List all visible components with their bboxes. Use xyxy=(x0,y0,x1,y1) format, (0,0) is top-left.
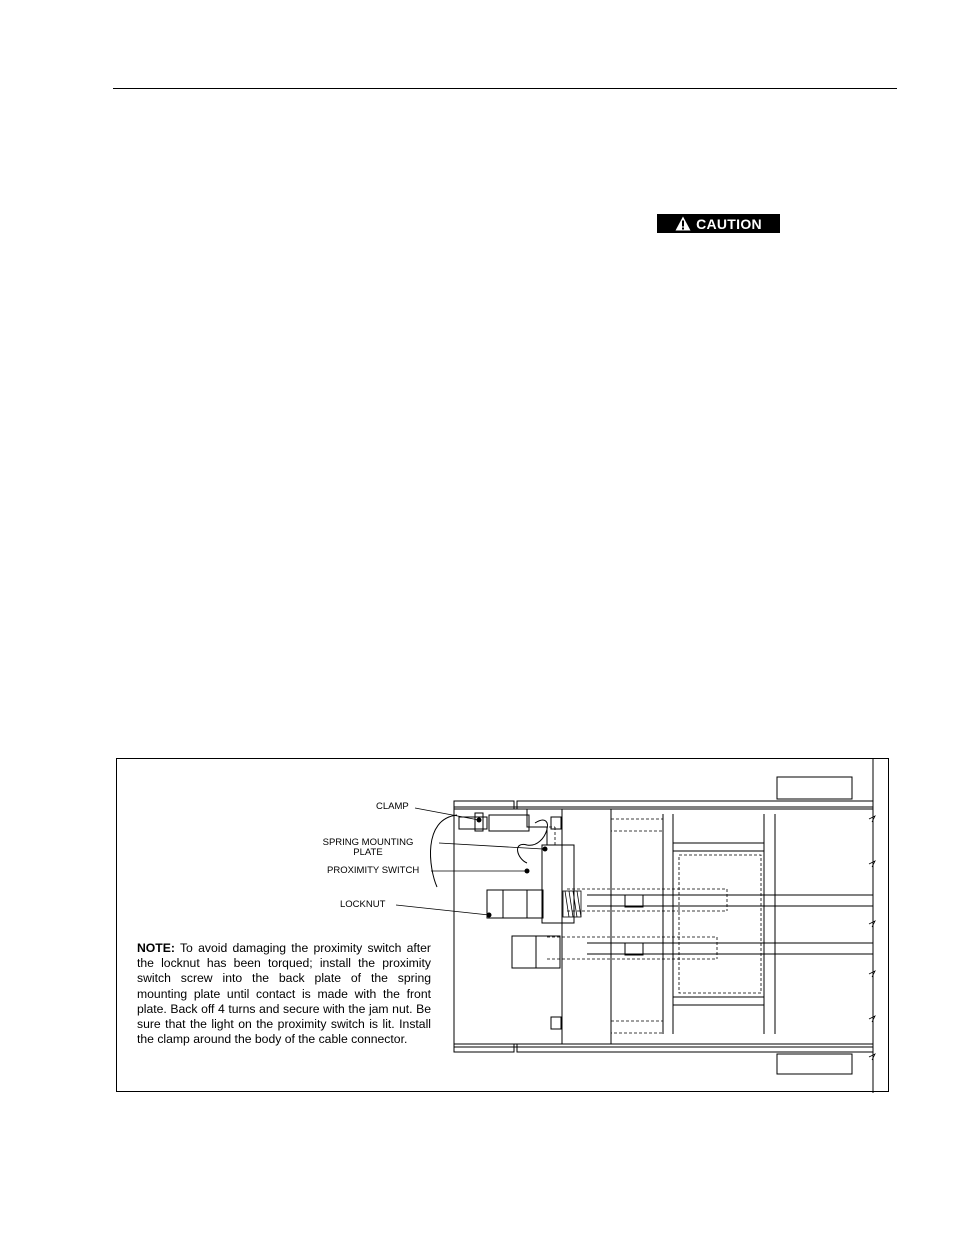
callout-locknut: LOCKNUT xyxy=(340,899,386,910)
note-text xyxy=(137,941,431,1047)
callout-proximity-switch: PROXIMITY SWITCH xyxy=(327,865,420,876)
warning-triangle-icon xyxy=(675,216,691,231)
note-body: To avoid damaging the proximity switch after the locknut has been torqued; install the proximity switch screw into the back plate of the spring mounting plate until contact is made with the front plate. Back off 4 turns and secure with the jam nut. Be sure that the light on the proximity switch is lit. Install the clamp around the body of the cable connector. xyxy=(137,941,431,1047)
caution-label: CAUTION xyxy=(696,215,762,232)
callout-spring-mounting-plate: SPRING MOUNTING PLATE xyxy=(322,837,414,858)
callout-clamp: CLAMP xyxy=(376,801,409,812)
note-label: NOTE: xyxy=(137,941,175,955)
header-rule xyxy=(113,88,897,89)
figure-frame xyxy=(116,758,889,1092)
caution-banner xyxy=(657,214,780,233)
